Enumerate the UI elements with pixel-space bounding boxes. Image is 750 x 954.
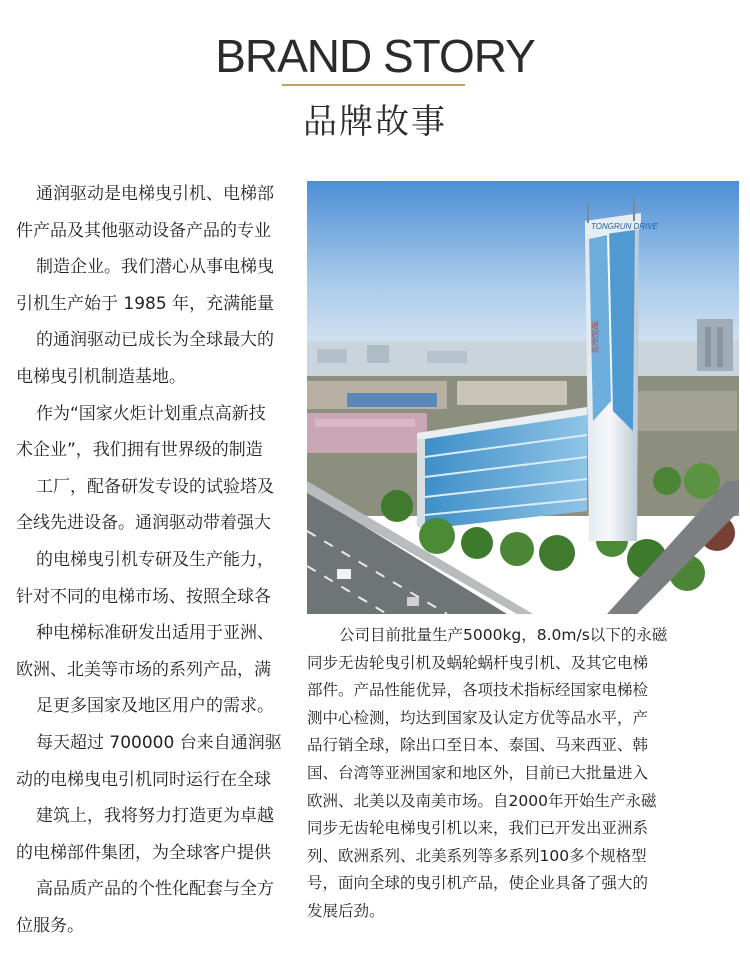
text-line: 发展后劲。 — [307, 901, 385, 920]
left-text-column — [16, 176, 296, 944]
brand-subtitle: 品牌故事 — [303, 102, 447, 142]
text-line: 作为“国家火炬计划重点高新技 — [36, 403, 266, 424]
text-line: 针对不同的电梯市场、按照全球各 — [16, 586, 271, 607]
text-line: 部件。产品性能优异，各项技术指标经国家电梯检 — [307, 681, 649, 700]
text-line: 测中心检测，均达到国家及认定方优等品水平，产 — [307, 708, 649, 727]
title-divider — [282, 84, 465, 86]
text-line: 件产品及其他驱动设备产品的专业 — [16, 220, 271, 241]
text-line: 同步无齿轮电梯曳引机以来，我们已开发出亚洲系 — [307, 819, 649, 838]
text-line: 的电梯部件集团，为全球客户提供 — [16, 842, 271, 863]
text-line: 的通润驱动已成长为全球最大的 — [36, 330, 274, 351]
text-line: 建筑上，我将努力打造更为卓越 — [36, 806, 274, 827]
text-line: 欧洲、北美等市场的系列产品，满 — [16, 659, 271, 680]
company-building-photo — [307, 181, 739, 614]
text-line: 工厂，配备研发专设的试验塔及 — [36, 476, 274, 497]
right-text-column — [307, 622, 739, 926]
text-line: 种电梯标准研发出适用于亚洲、 — [36, 623, 274, 644]
text-line: 通润驱动是电梯曳引机、电梯部 — [36, 184, 274, 204]
text-line: 号，面向全球的曳引机产品，使企业具备了强大的 — [307, 874, 649, 893]
text-line: 足更多国家及地区用户的需求。 — [36, 696, 274, 717]
tower-vertical-text: 通润驱动 — [590, 321, 600, 353]
text-line: 的电梯曳引机专研及生产能力， — [36, 549, 274, 570]
text-line: 制造企业。我们潜心从事电梯曳 — [36, 257, 274, 278]
text-line: 术企业”，我们拥有世界级的制造 — [16, 440, 263, 461]
text-line: 品行销全球，除出口至日本、泰国、马来西亚、韩 — [307, 736, 649, 755]
brand-title: BRAND STORY — [215, 30, 535, 82]
text-line: 位服务。 — [16, 915, 84, 936]
text-line: 欧洲、北美以及南美市场。自2000年开始生产永磁 — [307, 791, 657, 810]
text-line: 高品质产品的个性化配套与全方 — [36, 879, 274, 900]
text-line: 国、台湾等亚洲国家和地区外，目前已大批量进入 — [307, 763, 649, 782]
text-line: 全线先进设备。通润驱动带着强大 — [16, 513, 271, 534]
text-line: 列、欧洲系列、北美系列等多系列100多个规格型 — [307, 846, 647, 865]
text-line: 公司目前批量生产5000kg，8.0m/s以下的永磁 — [339, 626, 668, 644]
text-line: 电梯曳引机制造基地。 — [16, 366, 186, 387]
text-line: 每天超过 700000 台来自通润驱 — [36, 732, 282, 753]
text-line: 动的电梯曳电引机同时运行在全球 — [16, 769, 271, 790]
text-line: 同步无齿轮曳引机及蜗轮蜗杆曳引机、及其它电梯 — [307, 653, 649, 672]
text-line: 引机生产始于 1985 年，充满能量 — [16, 293, 275, 314]
tower-sign-text: TONGRUN DRIVE — [591, 222, 658, 231]
